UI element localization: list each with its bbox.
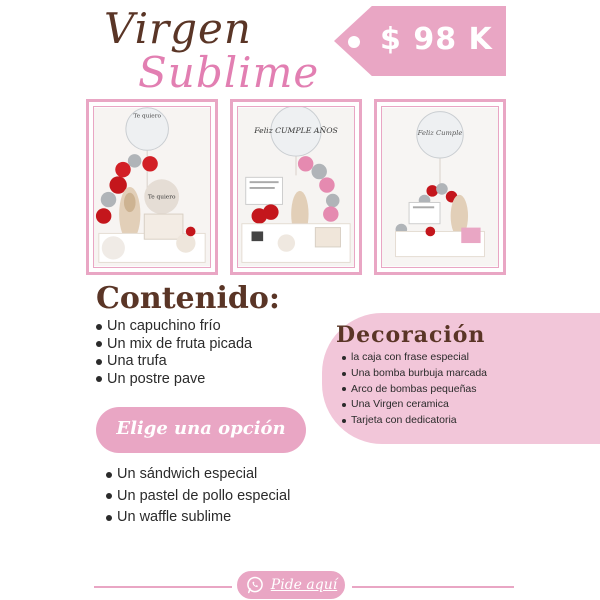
whatsapp-icon <box>245 575 265 595</box>
list-item <box>106 486 290 508</box>
list-item-label: Una Virgen ceramica <box>351 398 449 411</box>
photo-2-illustration <box>238 107 354 267</box>
title-virgen: Virgen <box>104 4 252 53</box>
list-item-label: Tarjeta con dedicatoria <box>351 414 457 427</box>
divider-left <box>94 586 232 588</box>
balloon-2-text: Feliz CUMPLE AÑOS <box>254 125 338 135</box>
balloon-3-text: Feliz Cumple <box>417 128 463 137</box>
list-item <box>342 397 487 413</box>
bullet-icon <box>96 376 102 382</box>
list-item <box>342 382 487 398</box>
title-sublime: Sublime <box>138 48 320 97</box>
bullet-icon <box>342 372 346 376</box>
contenido-title: Contenido: <box>96 281 280 316</box>
list-item-label: Un pastel de pollo especial <box>117 487 291 504</box>
option-title: Elige una opción <box>116 418 286 439</box>
list-item <box>342 366 487 382</box>
contenido-list <box>96 318 252 388</box>
card-1-text: Te quiero <box>147 194 176 201</box>
list-item <box>96 353 252 371</box>
bullet-icon <box>96 341 102 347</box>
list-item-label: Un waffle sublime <box>117 509 232 525</box>
list-item-label: Un capuchino frío <box>107 318 221 334</box>
list-item <box>106 464 290 486</box>
bullet-icon <box>106 472 112 478</box>
list-item <box>96 371 252 389</box>
bullet-icon <box>96 359 102 365</box>
list-item-label: la caja con frase especial <box>351 351 469 363</box>
divider-right <box>352 586 514 588</box>
bullet-icon <box>342 403 346 407</box>
list-item-label: Arco de bombas pequeñas <box>351 382 477 395</box>
bullet-icon <box>342 419 346 423</box>
decoracion-title: Decoración <box>336 322 486 348</box>
list-item-label: Un postre pave <box>107 370 206 387</box>
list-item-label: Una bomba burbuja marcada <box>351 366 487 379</box>
bullet-icon <box>342 356 346 360</box>
option-list <box>106 464 290 529</box>
product-photo-2 <box>230 99 362 275</box>
list-item-label: Un sándwich especial <box>117 466 258 482</box>
list-item <box>96 318 252 336</box>
bullet-icon <box>106 493 112 499</box>
list-item <box>342 413 487 429</box>
list-item-label: Una trufa <box>107 353 167 369</box>
list-item <box>342 350 487 366</box>
balloon-1-text: Te quiero <box>133 113 162 120</box>
bullet-icon <box>106 515 112 521</box>
order-button-label: Pide aquí <box>270 577 338 593</box>
list-item <box>106 507 290 529</box>
product-photo-3 <box>374 99 506 275</box>
bullet-icon <box>342 387 346 391</box>
decoracion-list <box>342 350 487 429</box>
price-text: $ 98 K <box>380 22 493 57</box>
price-tag-hole <box>348 36 360 48</box>
photo-1-illustration <box>94 107 210 267</box>
list-item-label: Un mix de fruta picada <box>107 335 253 352</box>
list-item <box>96 336 252 354</box>
product-photo-1 <box>86 99 218 275</box>
order-button[interactable] <box>236 570 346 600</box>
bullet-icon <box>96 324 102 330</box>
photo-3-illustration <box>382 107 498 267</box>
